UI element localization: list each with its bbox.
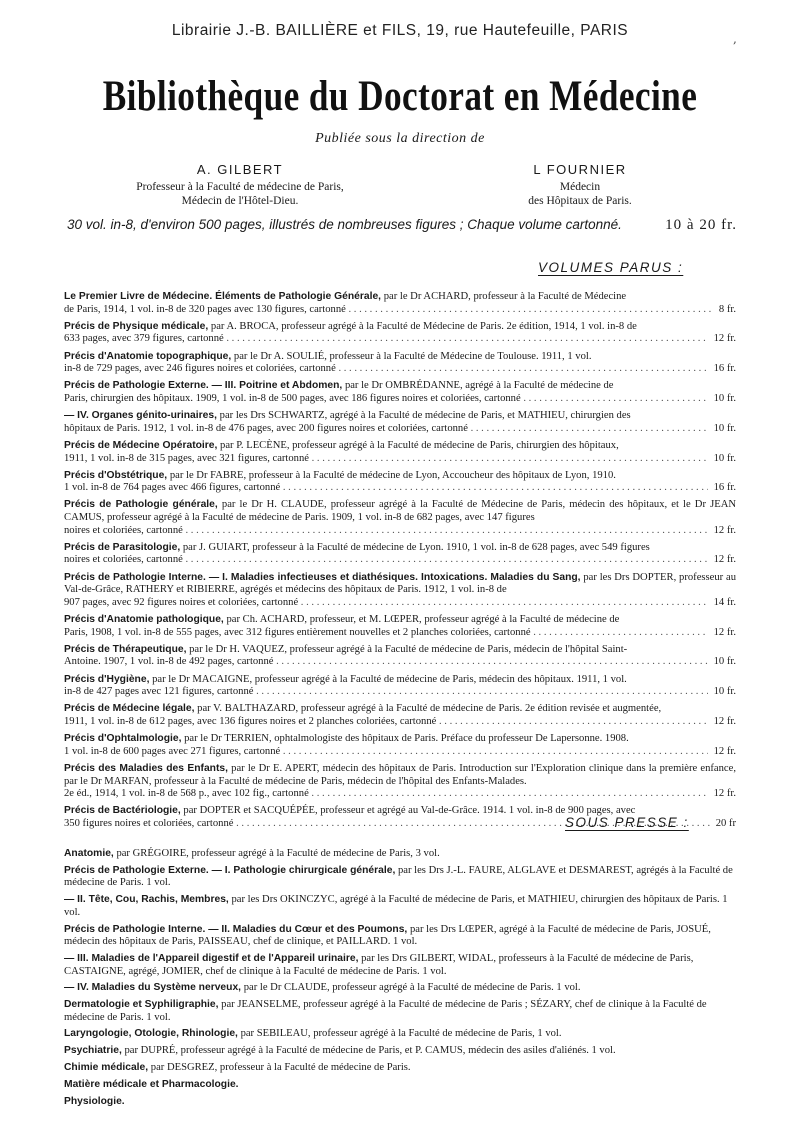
- volume-entry: [64, 321, 736, 346]
- volume-details-line: [64, 686, 736, 699]
- volume-details: 2e éd., 1914, 1 vol. in-8 de 568 p., avec 102 fig., cartonné: [64, 788, 309, 800]
- volume-price: 16 fr.: [708, 482, 736, 495]
- director-gilbert: [95, 162, 385, 208]
- sous-presse-title: — IV. Maladies du Système nerveux,: [64, 982, 242, 994]
- volume-details-line: [64, 788, 736, 801]
- volume-details-line: [64, 716, 736, 729]
- sous-presse-heading: SOUS PRESSE :: [565, 815, 689, 830]
- volume-description: par V. BALTHAZARD, professeur agrégé à la Faculté de médecine de Paris. 2e édition revisée et augmentée,: [197, 703, 662, 715]
- sous-presse-description: par DUPRÉ, professeur agrégé à la Faculté de médecine de Paris, et P. CAMUS, médecin des asiles d'aliénés. 1 vol.: [124, 1045, 616, 1057]
- sous-presse-title: Physiologie.: [64, 1095, 125, 1107]
- sous-presse-list: [64, 848, 736, 1112]
- director-name: L FOURNIER: [533, 162, 627, 177]
- volume-details: 907 pages, avec 92 figures noires et coloriées, cartonné: [64, 596, 299, 608]
- sous-presse-title: — II. Tête, Cou, Rachis, Membres,: [64, 894, 229, 906]
- volume-price: 8 fr.: [713, 304, 736, 317]
- volume-title: Précis de Pathologie Interne. — I. Maladies infectieuses et diathésiques. Intoxications. Maladies du Sang,: [64, 571, 581, 583]
- volume-details-line: [64, 453, 736, 466]
- volume-description: par le Dr E. APERT, médecin des hôpitaux de Paris. Introduction sur l'Exploration clinique dans la première enfance, par le Dr MARFAN, professeur à la Faculté de médecine de Paris, médecin de l'hôpital des Enfants-Malades.: [64, 762, 736, 787]
- volume-details: 1 vol. in-8 de 600 pages avec 271 figures, cartonné: [64, 745, 281, 757]
- volume-description: par le Dr MACAIGNE, professeur agrégé à la Faculté de médecine de Paris, médecin des hôpitaux. 1911, 1 vol.: [152, 673, 627, 685]
- sous-presse-title: Matière médicale et Pharmacologie.: [64, 1078, 239, 1090]
- volume-title: Précis de Médecine Opératoire,: [64, 439, 218, 451]
- director-title-line: Médecin: [559, 181, 601, 193]
- volume-title: Précis de Parasitologie,: [64, 541, 181, 553]
- subtitle: Publiée sous la direction de: [315, 131, 485, 146]
- volume-entry: [64, 499, 736, 537]
- volume-details: hôpitaux de Paris. 1912, 1 vol. in-8 de 476 pages, avec 200 figures noires et coloriées, cartonné: [64, 422, 468, 434]
- sous-presse-description: par DESGREZ, professeur à la Faculté de médecine de Paris.: [150, 1062, 411, 1073]
- volume-details-line: [64, 627, 736, 640]
- volume-title: Précis d'Anatomie pathologique,: [64, 614, 224, 625]
- volume-price: 14 fr.: [708, 597, 736, 610]
- volume-details-line: [64, 525, 736, 538]
- volume-entry: [64, 410, 736, 435]
- sous-presse-entry: [64, 1028, 736, 1041]
- volume-details-line: [64, 333, 736, 346]
- volume-price: 10 fr.: [708, 393, 736, 406]
- volume-details: Paris, chirurgien des hôpitaux. 1909, 1 vol. in-8 de 500 pages, avec 186 figures noires et coloriées, cartonné: [64, 392, 521, 404]
- volume-title: Précis de Pathologie générale,: [64, 499, 218, 511]
- sous-presse-description: par les Drs LŒPER, agrégé à la Faculté de médecine de Paris, JOSUÉ, médecin des hôpitaux de Paris, PAISSEAU, chef de clinique, et PAILLARD. 1 vol.: [64, 923, 711, 948]
- collection-text: 30 vol. in-8, d'environ 500 pages, illustrés de nombreuses figures ; Chaque volume cartonné.: [67, 217, 622, 232]
- sous-presse-title: Précis de Pathologie Interne. — II. Maladies du Cœur et des Poumons,: [64, 923, 408, 935]
- director-title-line: Professeur à la Faculté de médecine de Paris,: [136, 181, 344, 193]
- volume-description: par Ch. ACHARD, professeur, et M. LŒPER, professeur agrégé à la Faculté de médecine de: [226, 614, 620, 625]
- volume-title: — IV. Organes génito-urinaires,: [64, 410, 217, 422]
- volume-details-line: [64, 656, 736, 669]
- volume-description: par le Dr ACHARD, professeur à la Faculté de Médecine: [383, 291, 627, 302]
- sous-presse-entry: [64, 848, 736, 861]
- sous-presse-entry: [64, 1079, 736, 1092]
- volume-price: 10 fr.: [708, 423, 736, 436]
- volume-price: 12 fr.: [708, 627, 736, 640]
- volume-entry: [64, 470, 736, 495]
- volume-description: par le Dr OMBRÉDANNE, agrégé à la Faculté de médecine de: [344, 380, 614, 392]
- volume-title: Précis de Physique médicale,: [64, 320, 209, 332]
- volume-details-line: [64, 746, 736, 759]
- volume-entry: [64, 572, 736, 610]
- volume-details-line: [64, 423, 736, 436]
- volume-details: 350 figures noires et coloriées, cartonné: [64, 817, 234, 829]
- volume-description: par le Dr FABRE, professeur à la Faculté de médecine de Lyon, Accoucheur des hôpitaux de Lyon, 1910.: [169, 469, 616, 481]
- sous-presse-description: par SEBILEAU, professeur agrégé à la Faculté de médecine de Paris, 1 vol.: [240, 1028, 562, 1040]
- volume-details: noires et coloriées, cartonné: [64, 554, 183, 566]
- volume-details: 1 vol. in-8 de 764 pages avec 466 figures, cartonné: [64, 482, 281, 494]
- sous-presse-title: Laryngologie, Otologie, Rhinologie,: [64, 1028, 238, 1040]
- volume-title: Précis des Maladies des Enfants,: [64, 762, 228, 774]
- director-title-line: Médecin de l'Hôtel-Dieu.: [181, 195, 299, 207]
- volume-description: par DOPTER et SACQUÉPÉE, professeur et agrégé au Val-de-Grâce. 1914. 1 vol. in-8 de 900 pages, avec: [183, 805, 636, 817]
- sous-presse-entry: [64, 1045, 736, 1058]
- volume-price: 20 fr: [710, 818, 736, 831]
- volume-entry: [64, 644, 736, 669]
- sous-presse-title: Chimie médicale,: [64, 1062, 149, 1073]
- sous-presse-title: Précis de Pathologie Externe. — I. Pathologie chirurgicale générale,: [64, 864, 396, 876]
- volume-description: par le Dr TERRIEN, ophtalmologiste des hôpitaux de Paris. Préface du professeur De Lapersonne. 1908.: [184, 733, 629, 745]
- volume-details-line: [64, 393, 736, 406]
- volume-title: Précis d'Anatomie topographique,: [64, 350, 232, 362]
- volume-title: Précis d'Ophtalmologie,: [64, 733, 182, 745]
- volume-price: 12 fr.: [708, 333, 736, 346]
- volume-details: 1911, 1 vol. in-8 de 315 pages, avec 321 figures, cartonné: [64, 452, 309, 464]
- sous-presse-entry: [64, 894, 736, 919]
- sous-presse-description: par les Drs GILBERT, WIDAL, professeurs à la Faculté de médecine de Paris, CASTAIGNE, agrégé, JOMIER, chef de clinique à la Faculté de médecine de Paris. 1 vol.: [64, 952, 694, 977]
- volume-details: in-8 de 427 pages avec 121 figures, cartonné: [64, 686, 254, 698]
- volume-description: par le Dr H. VAQUEZ, professeur agrégé à la Faculté de médecine de Paris, médecin de l'hôpital Saint-: [189, 643, 628, 655]
- volume-title: Précis de Bactériologie,: [64, 805, 181, 817]
- page-title: Bibliothèque du Doctorat en Médecine: [102, 73, 698, 120]
- volume-entry: [64, 674, 736, 699]
- director-title-line: des Hôpitaux de Paris.: [528, 195, 632, 207]
- volume-entry: [64, 542, 736, 567]
- director-name: A. GILBERT: [196, 162, 284, 177]
- volume-details-line: [64, 363, 736, 376]
- volume-title: Précis d'Hygiène,: [64, 673, 150, 685]
- volume-title: Précis de Thérapeutique,: [64, 643, 187, 655]
- volume-title: Précis de Médecine légale,: [64, 703, 195, 715]
- volume-details: 1911, 1 vol. in-8 de 612 pages, avec 136 figures noires et 2 planches coloriées, cartonné: [64, 715, 437, 727]
- sous-presse-entry: [64, 1096, 736, 1109]
- collection-price: 10 à 20 fr.: [665, 217, 737, 233]
- sous-presse-entry: [64, 953, 736, 978]
- volume-details-line: [64, 597, 736, 610]
- volume-entry: [64, 733, 736, 758]
- volume-details: Antoine. 1907, 1 vol. in-8 de 492 pages, cartonné: [64, 656, 274, 668]
- header-mark: ,: [733, 32, 737, 46]
- volume-title: Le Premier Livre de Médecine. Éléments de Pathologie Générale,: [64, 291, 382, 302]
- sous-presse-entry: [64, 924, 736, 949]
- sous-presse-title: — III. Maladies de l'Appareil digestif et de l'Appareil urinaire,: [64, 952, 359, 964]
- volume-details: noires et coloriées, cartonné: [64, 524, 183, 536]
- publisher-header: Librairie J.-B. BAILLIÈRE et FILS, 19, rue Hautefeuille, PARIS: [171, 22, 629, 39]
- volume-description: par A. BROCA, professeur agrégé à la Faculté de Médecine de Paris. 2e édition, 1914, 1 vol. in-8 de: [210, 320, 637, 332]
- volume-details-line: [64, 304, 736, 317]
- volume-price: 10 fr.: [708, 686, 736, 699]
- volume-details: Paris, 1908, 1 vol. in-8 de 555 pages, avec 312 figures entièrement nouvelles et 2 planches coloriées, cartonné: [64, 626, 531, 638]
- sous-presse-description: par les Drs OKINCZYC, agrégé à la Faculté de médecine de Paris, et MATHIEU, chirurgien des hôpitaux de Paris. 1 vol.: [64, 894, 728, 918]
- volume-entry: [64, 703, 736, 728]
- volume-price: 12 fr.: [708, 788, 736, 801]
- volume-entry: [64, 440, 736, 465]
- volume-entry: [64, 763, 736, 801]
- sous-presse-title: Psychiatrie,: [64, 1045, 122, 1057]
- sous-presse-entry: [64, 999, 736, 1024]
- volume-entry: [64, 380, 736, 405]
- volume-details: de Paris, 1914, 1 vol. in-8 de 320 pages avec 130 figures, cartonné: [64, 303, 346, 315]
- volume-price: 12 fr.: [708, 525, 736, 538]
- volume-details-line: [64, 554, 736, 567]
- sous-presse-description: par les Drs J.-L. FAURE, ALGLAVE et DESMAREST, agrégés à la Faculté de médecine de Paris. 1 vol.: [64, 864, 733, 889]
- sous-presse-description: par GRÉGOIRE, professeur agrégé à la Faculté de médecine de Paris, 3 vol.: [116, 848, 440, 859]
- sous-presse-entry: [64, 982, 736, 995]
- director-fournier: [465, 162, 695, 208]
- sous-presse-entry: [64, 1062, 736, 1075]
- sous-presse-title: Dermatologie et Syphiligraphie,: [64, 999, 219, 1011]
- volume-price: 16 fr.: [708, 363, 736, 376]
- volume-entry: [64, 351, 736, 376]
- volume-details: 633 pages, avec 379 figures, cartonné: [64, 333, 224, 345]
- volume-price: 12 fr.: [708, 716, 736, 729]
- sous-presse-title: Anatomie,: [64, 848, 114, 859]
- sous-presse-description: par JEANSELME, professeur agrégé à la Faculté de médecine de Paris ; SÉZARY, chef de clinique à la Faculté de médecine de Paris. 1 vol.: [64, 999, 707, 1023]
- volume-title: Précis d'Obstétrique,: [64, 469, 168, 481]
- volume-description: par le Dr H. CLAUDE, professeur agrégé à la Faculté de Médecine de Paris, médecin des hôpitaux, et le Dr JEAN CAMUS, professeur agrégé à la Faculté de médecine de Paris. 1909, 1 vol. in-8 de 682 pages, avec 147 figures: [64, 499, 736, 524]
- volume-price: 10 fr.: [708, 453, 736, 466]
- volumes-list: [64, 291, 736, 835]
- volume-price: 12 fr.: [708, 554, 736, 567]
- volume-description: par les Drs DOPTER, professeur au Val-de-Grâce, RATHERY et RIBIERRE, agrégés et médecins des hôpitaux de Paris. 1912, 1 vol. in-8 de: [64, 571, 736, 596]
- volume-details: in-8 de 729 pages, avec 246 figures noires et coloriées, cartonné: [64, 363, 336, 375]
- volume-price: 10 fr.: [708, 656, 736, 669]
- collection-description: [67, 217, 737, 232]
- sous-presse-entry: [64, 865, 736, 890]
- volume-entry: [64, 291, 736, 316]
- volume-details-line: [64, 482, 736, 495]
- volume-entry: [64, 614, 736, 639]
- volume-description: par les Drs SCHWARTZ, agrégé à la Faculté de médecine de Paris, et MATHIEU, chirurgien des: [219, 410, 631, 422]
- sous-presse-description: par le Dr CLAUDE, professeur agrégé à la Faculté de médecine de Paris. 1 vol.: [243, 982, 581, 994]
- volume-price: 12 fr.: [708, 746, 736, 759]
- volume-description: par J. GUIART, professeur à la Faculté de médecine de Lyon. 1910, 1 vol. in-8 de 628 pages, avec 549 figures: [182, 541, 650, 553]
- volume-description: par P. LECÈNE, professeur agrégé à la Faculté de médecine de Paris, chirurgien des hôpitaux,: [220, 439, 619, 451]
- volume-description: par le Dr A. SOULIÉ, professeur à la Faculté de Médecine de Toulouse. 1911, 1 vol.: [233, 350, 592, 362]
- volumes-parus-heading: VOLUMES PARUS :: [538, 260, 684, 275]
- volume-title: Précis de Pathologie Externe. — III. Poitrine et Abdomen,: [64, 380, 343, 392]
